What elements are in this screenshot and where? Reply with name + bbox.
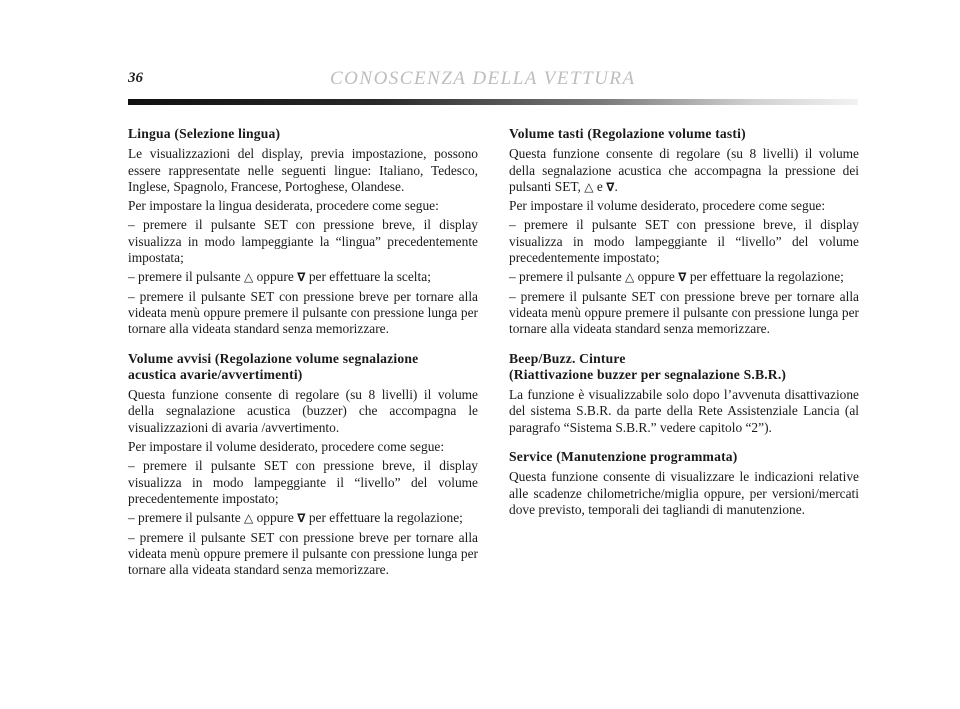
down-arrow-icon: ∇ [678, 270, 687, 285]
text: oppure [634, 269, 679, 285]
section-volume-tasti [509, 126, 859, 338]
text: oppure [253, 510, 298, 526]
running-title: CONOSCENZA DELLA VETTURA [330, 68, 636, 89]
paragraph: – premere il pulsante SET con pressione breve per tornare alla videata menù oppure premere il pulsante con pressione lunga per tornare alla videata standard senza memorizzare. [128, 288, 478, 337]
text: per effettuare la regolazione; [686, 269, 844, 285]
section-volume-avvisi [128, 351, 478, 579]
paragraph [128, 510, 478, 526]
section-title [128, 351, 478, 384]
paragraph [509, 269, 859, 285]
text: oppure [253, 269, 298, 285]
paragraph: Per impostare il volume desiderato, procedere come segue: [128, 439, 445, 455]
up-arrow-icon: △ [244, 511, 254, 526]
section-title [509, 351, 859, 384]
paragraph [128, 269, 478, 285]
page-number: 36 [128, 70, 143, 86]
right-column [509, 126, 859, 531]
text: – premere il pulsante [128, 510, 245, 526]
paragraph: Per impostare la lingua desiderata, procedere come segue: [128, 198, 439, 214]
title-line: Volume avvisi (Regolazione volume segnalazione [128, 350, 419, 366]
text: – premere il pulsante [509, 269, 626, 285]
text: e [593, 178, 607, 194]
paragraph: – premere il pulsante SET con pressione breve, il display visualizza in modo lampeggiante la “lingua” precedentemente impostata; [128, 217, 478, 266]
text: . [614, 178, 618, 194]
header-rule [128, 99, 858, 105]
paragraph: – premere il pulsante SET con pressione breve, il display visualizza in modo lampeggiante il “livello” del volume precedentemente impostato; [509, 217, 859, 266]
paragraph: – premere il pulsante SET con pressione breve per tornare alla videata menù oppure premere il pulsante con pressione lunga per tornare alla videata standard senza memorizzare. [509, 288, 859, 337]
up-arrow-icon: △ [625, 270, 635, 285]
paragraph: – premere il pulsante SET con pressione breve, il display visualizza in modo lampeggiante il “livello” del volume precedentemente impostato; [128, 458, 478, 506]
title-line: acustica avarie/avvertimenti) [128, 366, 303, 382]
paragraph: Questa funzione consente di regolare (su 8 livelli) il volume della segnalazione acustica (buzzer) che accompagna le visualizzazioni di avaria /avvertimento. [128, 387, 478, 435]
paragraph: Questa funzione consente di visualizzare le indicazioni relative alle scadenze chilometriche/miglia oppure, per versioni/mercati dove previsto, temporali dei tagliandi di manutenzione. [509, 469, 859, 517]
section-service [509, 449, 859, 518]
paragraph: – premere il pulsante SET con pressione breve per tornare alla videata menù oppure premere il pulsante con pressione lunga per tornare alla videata standard senza memorizzare. [128, 529, 478, 578]
text: per effettuare la scelta; [305, 269, 431, 285]
paragraph: Le visualizzazioni del display, previa impostazione, possono essere rappresentate nelle seguenti lingue: Italiano, Tedesco, Inglese, Spagnolo, Francese, Portoghese, Olandese. [128, 146, 478, 194]
up-arrow-icon: △ [584, 179, 594, 194]
section-title: Service (Manutenzione programmata) [509, 449, 738, 465]
section-title: Volume tasti (Regolazione volume tasti) [509, 126, 746, 141]
text: – premere il pulsante [128, 269, 245, 285]
paragraph: Per impostare il volume desiderato, procedere come segue: [509, 198, 826, 214]
paragraph [509, 146, 859, 195]
section-beep-buzz-cinture [509, 351, 859, 436]
text: per effettuare la regolazione; [305, 510, 463, 526]
text: Questa funzione consente di regolare (su 8 livelli) il volume della segnalazione acustica che accompagna la pressione dei pulsanti SET, [509, 146, 859, 194]
section-title: Lingua (Selezione lingua) [128, 126, 281, 141]
down-arrow-icon: ∇ [297, 270, 306, 285]
down-arrow-icon: ∇ [606, 179, 615, 194]
up-arrow-icon: △ [244, 270, 254, 285]
paragraph: La funzione è visualizzabile solo dopo l’avvenuta disattivazione del sistema S.B.R. da parte della Rete Assistenziale Lancia (al paragrafo “Sistema S.B.R.” vedere capitolo “2”). [509, 387, 859, 435]
down-arrow-icon: ∇ [297, 511, 306, 526]
section-lingua [128, 126, 478, 338]
title-line: (Riattivazione buzzer per segnalazione S.B.R.) [509, 366, 787, 382]
left-column [128, 126, 478, 591]
title-line: Beep/Buzz. Cinture [509, 350, 626, 366]
